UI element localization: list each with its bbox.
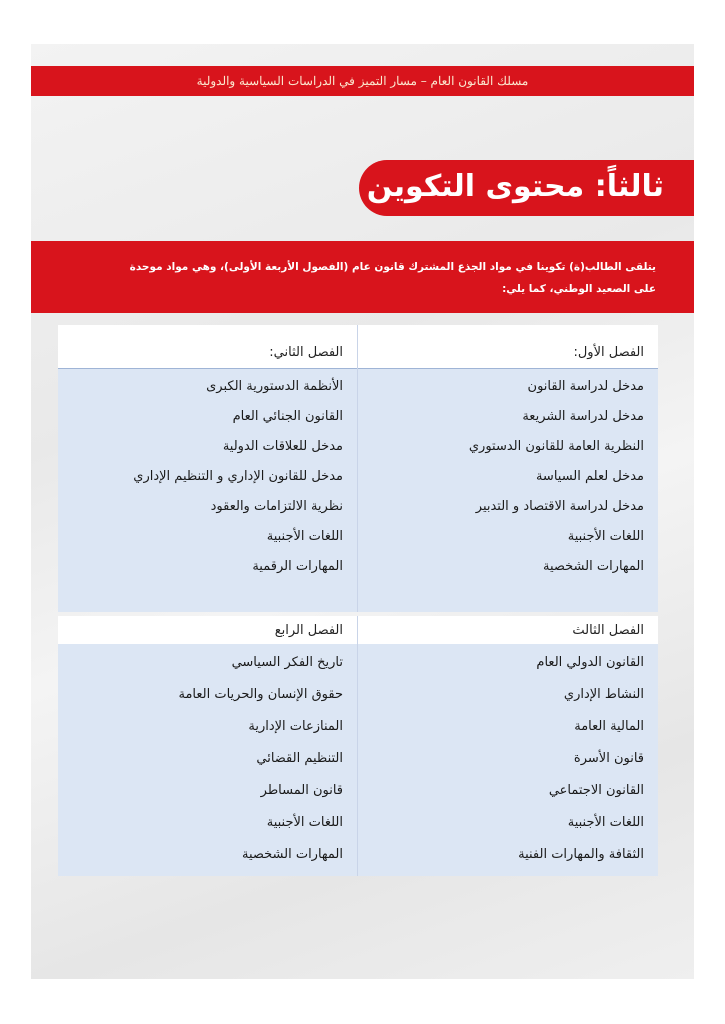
course-item: المهارات الرقمية: [252, 559, 343, 574]
course-item: القانون الاجتماعي: [548, 783, 644, 798]
course-item: المنازعات الإدارية: [248, 719, 343, 734]
header-banner: [31, 66, 694, 96]
course-item: المالية العامة: [574, 719, 644, 734]
course-item: النشاط الإداري: [563, 687, 644, 702]
course-item: مدخل لدراسة الشريعة: [522, 409, 644, 424]
course-item: نظرية الالتزامات والعقود: [210, 499, 343, 514]
course-item: مدخل لدراسة القانون: [527, 379, 644, 394]
course-item: القانون الدولي العام: [536, 655, 644, 670]
semesters-table-3-4: [58, 616, 658, 876]
semester-3-courses: [358, 644, 658, 876]
intro-line-2: على الصعيد الوطني، كما يلي:: [502, 283, 656, 295]
section-title-banner: [359, 160, 694, 216]
course-item: النظرية العامة للقانون الدستوري: [468, 439, 644, 454]
semester-3-title: الفصل الثالث: [358, 616, 658, 644]
semester-2-title: الفصل الثاني:: [58, 325, 357, 369]
semester-1-column: [358, 325, 658, 612]
course-item: اللغات الأجنبية: [266, 815, 343, 830]
course-item: مدخل للعلاقات الدولية: [222, 439, 343, 454]
course-item: قانون الأسرة: [573, 751, 644, 766]
course-item: التنظيم القضائي: [256, 751, 343, 766]
semester-2-column: [58, 325, 358, 612]
semester-3-column: [358, 616, 658, 876]
course-item: اللغات الأجنبية: [567, 815, 644, 830]
header-title: مسلك القانون العام – مسار التميز في الدراسات السياسية والدولية: [196, 74, 529, 88]
course-item: اللغات الأجنبية: [567, 529, 644, 544]
semesters-table-1-2: [58, 325, 658, 612]
semester-1-title: الفصل الأول:: [358, 325, 658, 369]
course-item: المهارات الشخصية: [542, 559, 644, 574]
semester-1-courses: [358, 369, 658, 612]
course-item: اللغات الأجنبية: [266, 529, 343, 544]
section-title: ثالثاً: محتوى التكوين: [366, 169, 664, 204]
course-item: الأنظمة الدستورية الكبرى: [206, 379, 343, 394]
course-item: حقوق الإنسان والحريات العامة: [178, 687, 343, 702]
course-item: القانون الجنائي العام: [232, 409, 343, 424]
intro-banner: [31, 241, 694, 313]
course-item: قانون المساطر: [260, 783, 343, 798]
course-item: تاريخ الفكر السياسي: [231, 655, 343, 670]
intro-line-1: يتلقى الطالب(ة) تكوينا في مواد الجذع المشترك قانون عام (الفصول الأربعة الأولى)، وهي مواد موحدة: [129, 261, 656, 273]
course-item: المهارات الشخصية: [241, 847, 343, 862]
semester-2-courses: [58, 369, 357, 612]
semester-4-column: [58, 616, 358, 876]
course-item: الثقافة والمهارات الفنية: [518, 847, 644, 862]
course-item: مدخل للقانون الإداري و التنظيم الإداري: [133, 469, 343, 484]
document-page: [31, 44, 694, 979]
semester-4-courses: [58, 644, 357, 876]
semester-4-title: الفصل الرابع: [58, 616, 357, 644]
course-item: مدخل لعلم السياسة: [535, 469, 644, 484]
course-item: مدخل لدراسة الاقتصاد و التدبير: [475, 499, 644, 514]
